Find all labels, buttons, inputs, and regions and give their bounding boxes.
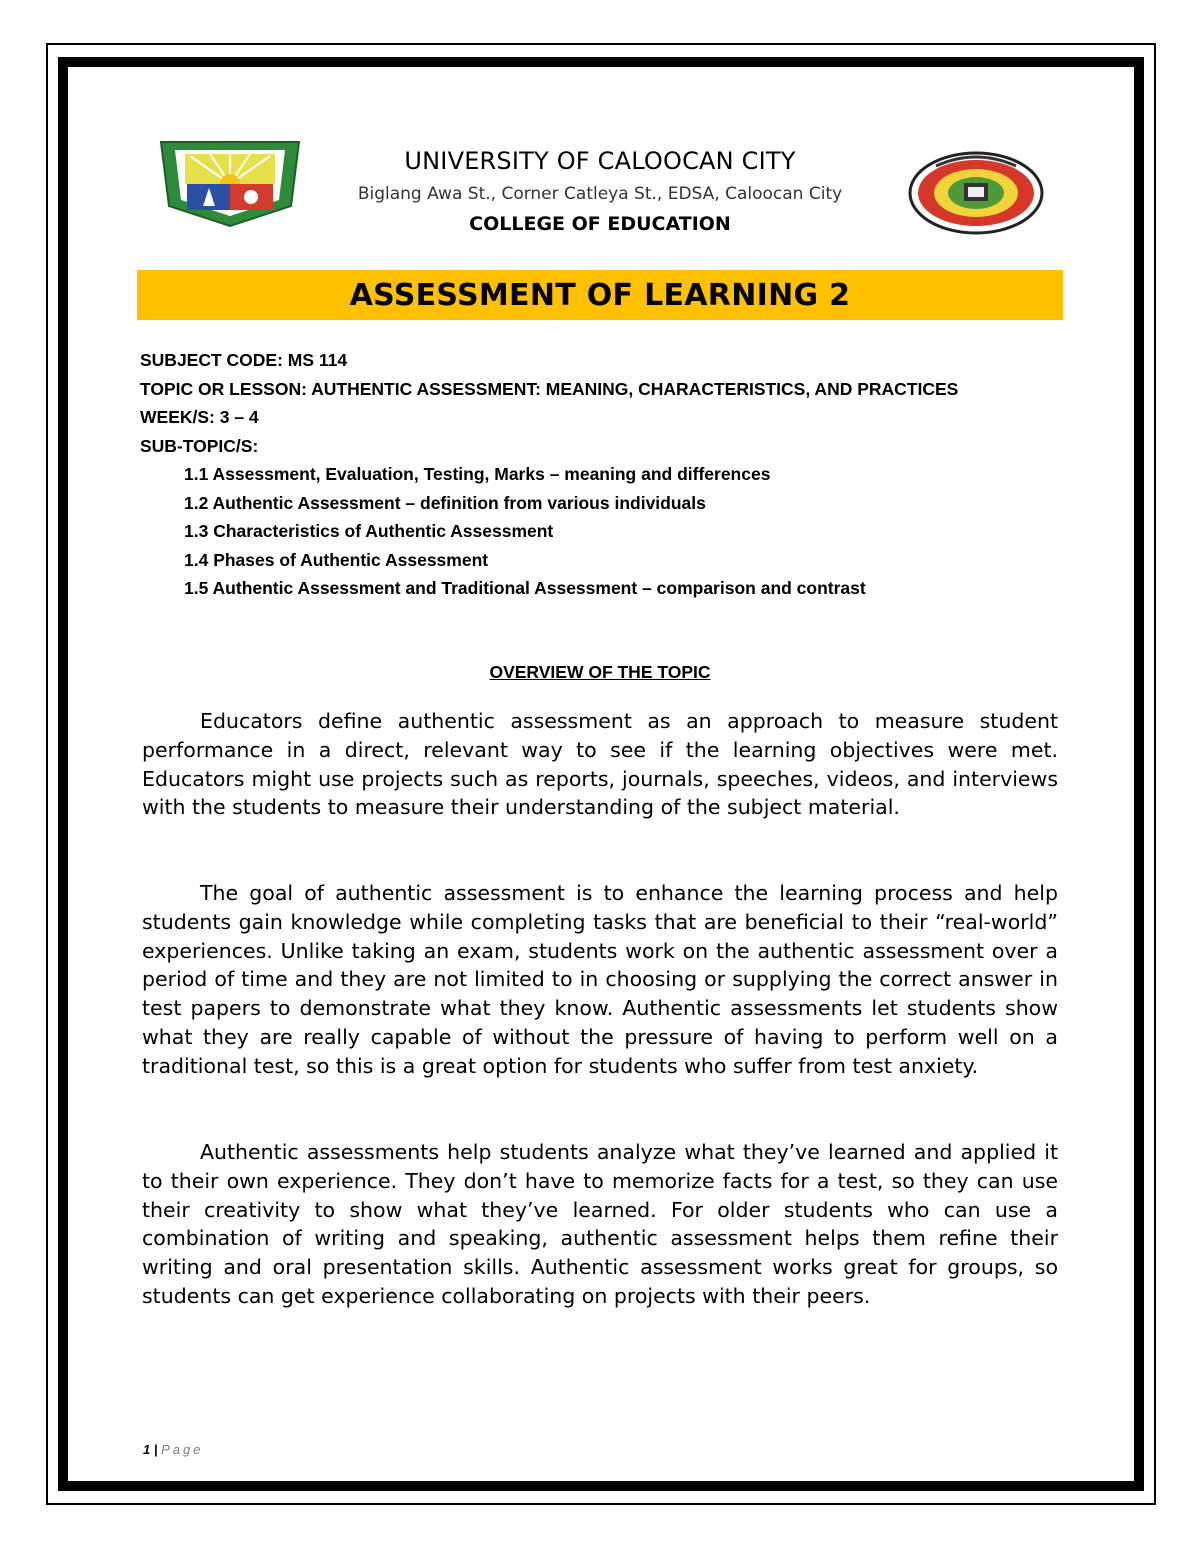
page-number: 1 bbox=[143, 1442, 151, 1457]
subtopic-item: 1.2 Authentic Assessment – definition from various individuals bbox=[184, 492, 706, 513]
page-separator: | bbox=[153, 1442, 158, 1457]
course-title-banner bbox=[137, 270, 1063, 320]
page-footer bbox=[143, 1442, 204, 1457]
page-word: Page bbox=[161, 1442, 204, 1457]
subtopic-item: 1.4 Phases of Authentic Assessment bbox=[184, 549, 489, 570]
topic-line: TOPIC OR LESSON: AUTHENTIC ASSESSMENT: MEANING, CHARACTERISTICS, AND PRACTICES bbox=[140, 378, 959, 399]
overview-paragraph-3 bbox=[142, 1138, 1058, 1311]
overview-paragraph-1 bbox=[142, 707, 1058, 822]
paragraph-text: Educators define authentic assessment as an approach to measure student performance in a direct, relevant way to see if the learning objectives were met. Educators might use projects such as reports, journals, speeches, videos, and interviews with the students to measure their understanding of the subject material. bbox=[142, 709, 1058, 820]
subtopic-item: 1.5 Authentic Assessment and Traditional Assessment – comparison and contrast bbox=[184, 578, 866, 598]
university-address: Biglang Awa St., Corner Catleya St., EDSA, Caloocan City bbox=[357, 184, 843, 204]
weeks-line: WEEK/S: 3 – 4 bbox=[140, 407, 259, 427]
university-name: UNIVERSITY OF CALOOCAN CITY bbox=[404, 147, 796, 175]
overview-paragraph-2 bbox=[142, 879, 1058, 1081]
college-name: COLLEGE OF EDUCATION bbox=[469, 213, 731, 235]
course-title: ASSESSMENT OF LEARNING 2 bbox=[349, 277, 851, 313]
subtopic-item: 1.3 Characteristics of Authentic Assessment bbox=[184, 521, 554, 541]
subtopics-label: SUB-TOPIC/S: bbox=[140, 435, 259, 456]
overview-heading: OVERVIEW OF THE TOPIC bbox=[489, 662, 711, 682]
paragraph-text: Authentic assessments help students analyze what they’ve learned and applied it to their own experience. They don’t have to memorize facts for a test, so they can use their creativity to show what they’ve learned. For older students who can use a combination of writing and speaking, authentic assessment helps them refine their writing and oral presentation skills. Authentic assessment works great for groups, so students can get experience collaborating on projects with their peers. bbox=[142, 1140, 1058, 1308]
lesson-meta bbox=[140, 346, 1080, 603]
subtopic-item: 1.1 Assessment, Evaluation, Testing, Marks – meaning and differences bbox=[184, 464, 771, 484]
subject-code: SUBJECT CODE: MS 114 bbox=[140, 350, 348, 370]
paragraph-text: The goal of authentic assessment is to enhance the learning process and help students gain knowledge while completing tasks that are beneficial to their “real-world” experiences. Unlike taking an exam, students work on the authentic assessment over a period of time and they are not limited to in choosing or supplying the correct answer in test papers to demonstrate what they know. Authentic assessments let students show what they are really capable of without the pressure of having to perform well on a traditional test, so this is a great option for students who suffer from test anxiety. bbox=[142, 881, 1058, 1078]
